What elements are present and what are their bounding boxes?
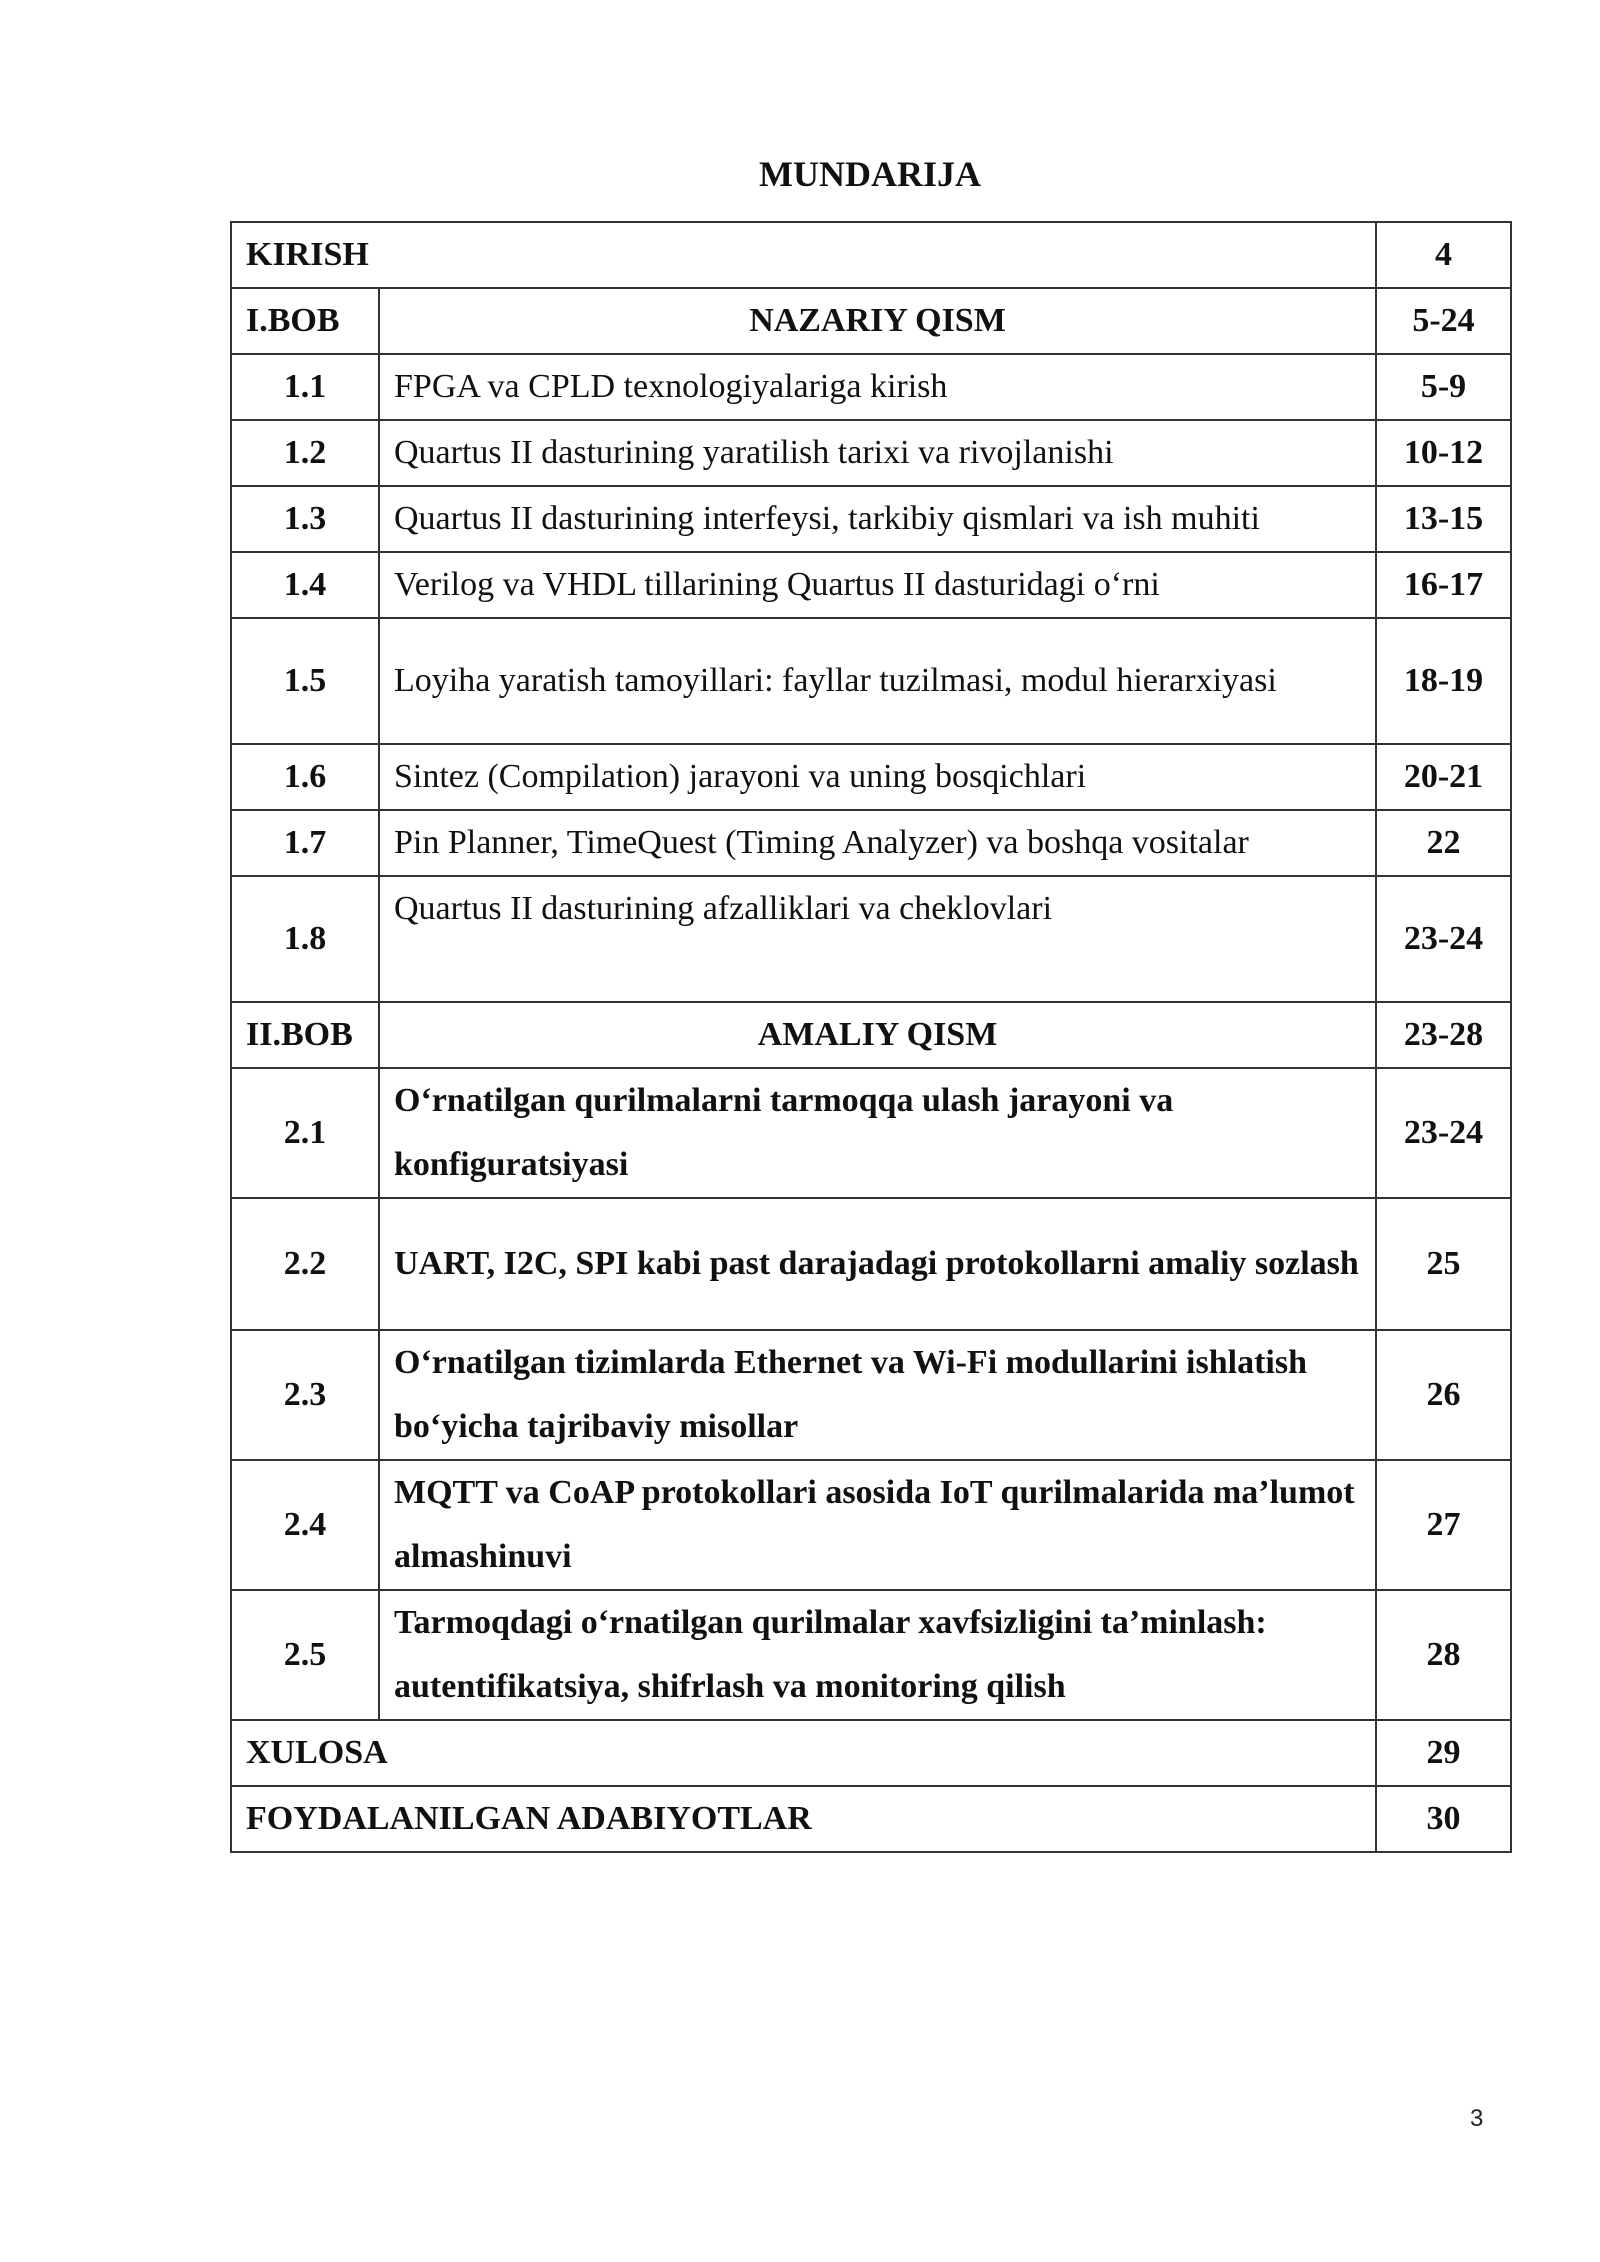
section-number: 1.8 [231, 876, 379, 1002]
section-pages: 13-15 [1376, 486, 1511, 552]
table-row [231, 354, 1511, 420]
table-row [231, 876, 1511, 1002]
table-row [231, 810, 1511, 876]
section-pages: 25 [1376, 1198, 1511, 1330]
page-number: 3 [1470, 2105, 1484, 2132]
toc-row-intro [231, 222, 1511, 288]
section-title: MQTT va CoAP protokollari asosida IoT qurilmalarida ma’lumot almashinuvi [379, 1460, 1376, 1590]
chapter1-label: I.BOB [231, 288, 379, 354]
section-title: Tarmoqdagi o‘rnatilgan qurilmalar xavfsizligini ta’minlash: autentifikatsiya, shifrlash va monitoring qilish [379, 1590, 1376, 1720]
references-pages: 30 [1376, 1786, 1511, 1852]
table-row [231, 618, 1511, 744]
toc-row-references [231, 1786, 1511, 1852]
chapter2-pages: 23-28 [1376, 1002, 1511, 1068]
section-title: Quartus II dasturining interfeysi, tarkibiy qismlari va ish muhiti [379, 486, 1376, 552]
chapter1-pages: 5-24 [1376, 288, 1511, 354]
section-title: Pin Planner, TimeQuest (Timing Analyzer) va boshqa vositalar [379, 810, 1376, 876]
section-pages: 26 [1376, 1330, 1511, 1460]
section-number: 2.3 [231, 1330, 379, 1460]
section-pages: 28 [1376, 1590, 1511, 1720]
section-title: Sintez (Compilation) jarayoni va uning bosqichlari [379, 744, 1376, 810]
table-row [231, 552, 1511, 618]
section-pages: 20-21 [1376, 744, 1511, 810]
section-number: 1.3 [231, 486, 379, 552]
section-number: 1.2 [231, 420, 379, 486]
toc-row-conclusion [231, 1720, 1511, 1786]
section-title: Quartus II dasturining yaratilish tarixi va rivojlanishi [379, 420, 1376, 486]
table-row [231, 1330, 1511, 1460]
table-row [231, 1198, 1511, 1330]
section-number: 1.1 [231, 354, 379, 420]
conclusion-pages: 29 [1376, 1720, 1511, 1786]
toc-row-chapter2 [231, 1002, 1511, 1068]
section-title: Quartus II dasturining afzalliklari va cheklovlari [379, 876, 1376, 1002]
section-number: 1.6 [231, 744, 379, 810]
table-row [231, 1068, 1511, 1198]
section-pages: 27 [1376, 1460, 1511, 1590]
section-title: FPGA va CPLD texnologiyalariga kirish [379, 354, 1376, 420]
page-title: MUNDARIJA [759, 154, 981, 194]
section-pages: 5-9 [1376, 354, 1511, 420]
section-number: 1.4 [231, 552, 379, 618]
section-pages: 22 [1376, 810, 1511, 876]
table-row [231, 420, 1511, 486]
section-number: 2.2 [231, 1198, 379, 1330]
section-pages: 16-17 [1376, 552, 1511, 618]
table-row [231, 486, 1511, 552]
chapter2-title: AMALIY QISM [379, 1002, 1376, 1068]
section-number: 1.5 [231, 618, 379, 744]
section-number: 2.4 [231, 1460, 379, 1590]
section-title: Loyiha yaratish tamoyillari: fayllar tuzilmasi, modul hierarxiyasi [379, 618, 1376, 744]
conclusion-label: XULOSA [231, 1720, 1376, 1786]
section-number: 1.7 [231, 810, 379, 876]
section-title: O‘rnatilgan tizimlarda Ethernet va Wi-Fi modullarini ishlatish bo‘yicha tajribaviy misollar [379, 1330, 1376, 1460]
table-row [231, 744, 1511, 810]
table-of-contents [230, 221, 1512, 1853]
section-number: 2.1 [231, 1068, 379, 1198]
section-title: O‘rnatilgan qurilmalarni tarmoqqa ulash jarayoni va konfiguratsiyasi [379, 1068, 1376, 1198]
chapter1-title: NAZARIY QISM [379, 288, 1376, 354]
section-number: 2.5 [231, 1590, 379, 1720]
chapter2-label: II.BOB [231, 1002, 379, 1068]
section-title: UART, I2C, SPI kabi past darajadagi protokollarni amaliy sozlash [379, 1198, 1376, 1330]
section-title: Verilog va VHDL tillarining Quartus II dasturidagi o‘rni [379, 552, 1376, 618]
references-label: FOYDALANILGAN ADABIYOTLAR [231, 1786, 1376, 1852]
intro-pages: 4 [1376, 222, 1511, 288]
intro-label: KIRISH [231, 222, 1376, 288]
section-pages: 23-24 [1376, 1068, 1511, 1198]
table-row [231, 1590, 1511, 1720]
section-pages: 18-19 [1376, 618, 1511, 744]
section-pages: 10-12 [1376, 420, 1511, 486]
toc-row-chapter1 [231, 288, 1511, 354]
section-pages: 23-24 [1376, 876, 1511, 1002]
table-row [231, 1460, 1511, 1590]
title-wrapper [230, 152, 1510, 196]
